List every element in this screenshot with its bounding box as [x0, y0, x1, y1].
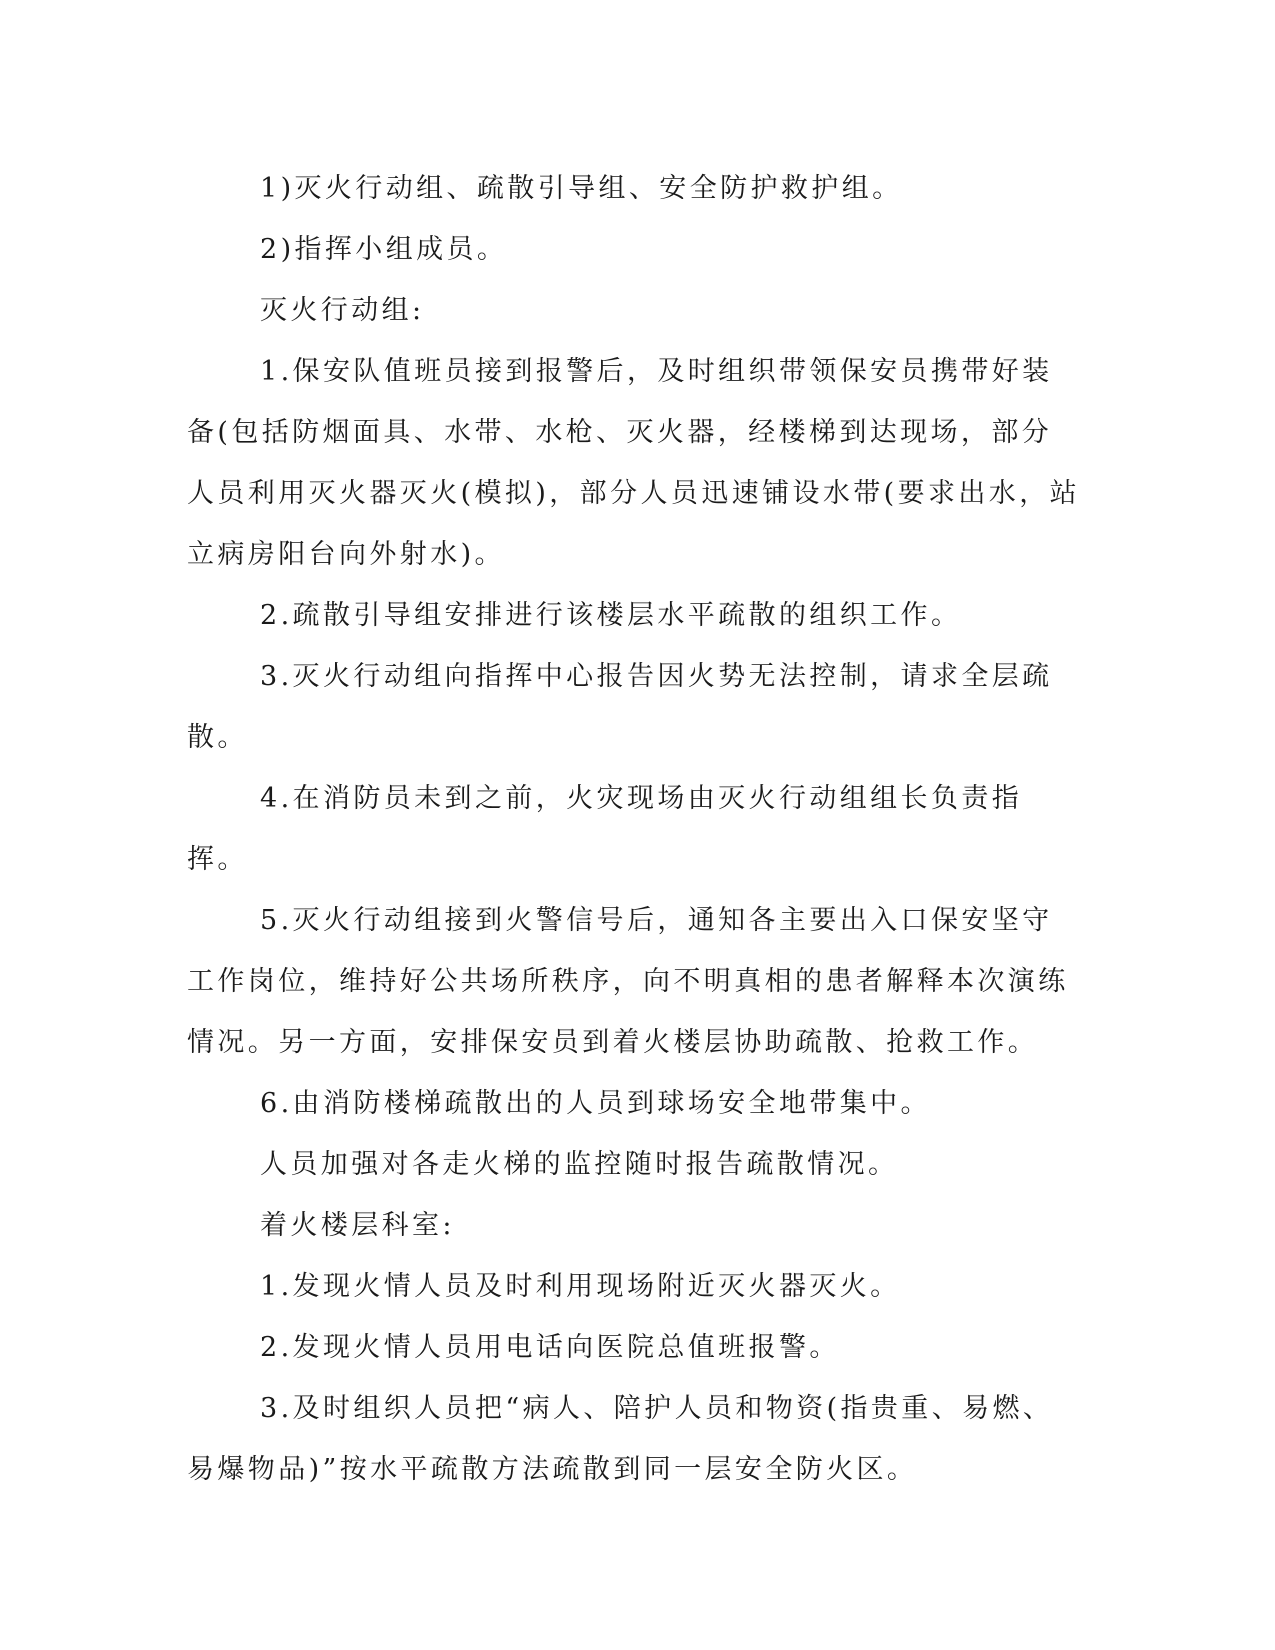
paragraph: 6.由消防楼梯疏散出的人员到球场安全地带集中。 — [260, 1088, 931, 1119]
paragraph: 2)指挥小组成员。 — [260, 234, 508, 265]
paragraph: 4.在消防员未到之前，火灾现场由灭火行动组组长负责指挥。 — [187, 783, 1023, 875]
paragraph: 3.灭火行动组向指挥中心报告因火势无法控制，请求全层疏散。 — [187, 661, 1053, 753]
section-heading: 灭火行动组: — [260, 295, 425, 326]
paragraph: 人员加强对各走火梯的监控随时报告疏散情况。 — [260, 1149, 899, 1180]
section-heading: 着火楼层科室: — [260, 1210, 455, 1241]
paragraph: 3.及时组织人员把“病人、陪护人员和物资(指贵重、易燃、易爆物品)”按水平疏散方法疏散到同一层安全防火区。 — [187, 1393, 1054, 1485]
paragraph: 1)灭火行动组、疏散引导组、安全防护救护组。 — [260, 173, 903, 204]
paragraph: 1.保安队值班员接到报警后，及时组织带领保安员携带好装备(包括防烟面具、水带、水枪、灭火器，经楼梯到达现场，部分人员利用灭火器灭火(模拟)，部分人员迅速铺设水带(要求出水，站立病房阳台向外射水)。 — [187, 356, 1080, 570]
paragraph: 5.灭火行动组接到火警信号后，通知各主要出入口保安坚守工作岗位，维持好公共场所秩序，向不明真相的患者解释本次演练情况。另一方面，安排保安员到着火楼层协助疏散、抢救工作。 — [187, 905, 1069, 1058]
document-body — [187, 158, 1082, 1500]
paragraph: 2.发现火情人员用电话向医院总值班报警。 — [260, 1332, 840, 1363]
paragraph: 2.疏散引导组安排进行该楼层水平疏散的组织工作。 — [260, 600, 962, 631]
paragraph: 1.发现火情人员及时利用现场附近灭火器灭火。 — [260, 1271, 901, 1302]
